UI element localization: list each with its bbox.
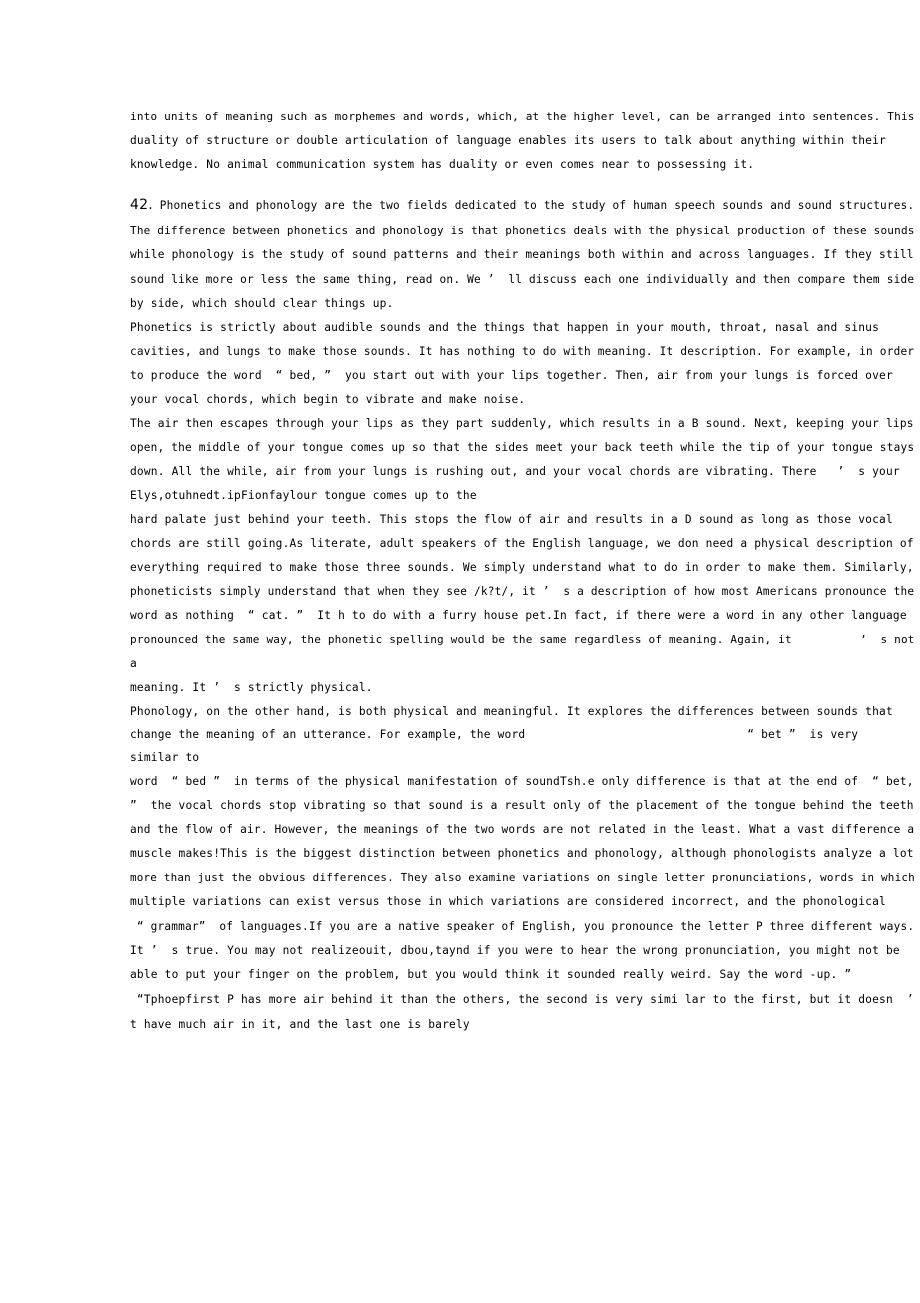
text-line: Phonetics is strictly about audible sounds and the things that happen in your mouth, throat, nasal and sinus — [130, 321, 880, 334]
text-line: similar to — [130, 751, 200, 764]
text-line: knowledge. No animal communication system has duality or even comes near to possessing it. — [130, 158, 755, 171]
text-line: a — [130, 657, 137, 670]
text-line: open, the middle of your tongue comes up so that the sides meet your back teeth while the tip of your tongue stays — [130, 441, 915, 454]
text-line: duality of structure or double articulation of language enables its users to talk about anything within their — [130, 134, 886, 147]
text-line: It ’ s true. You may not realizeouit, dbou,taynd if you were to hear the wrong pronunciation, you might not be — [130, 944, 900, 957]
text-line: pronounced the same way, the phonetic spelling would be the same regardless of meaning. Again, it ’ s not — [130, 633, 915, 646]
text-line: meaning. It ’ s strictly physical. — [130, 681, 373, 694]
text-line: able to put your finger on the problem, but you would think it sounded really weird. Say the word -up. ” — [130, 968, 852, 981]
text-line: phoneticists simply understand that when they see /k?t/, it ’ s a description of how most Americans pronounce the — [130, 585, 915, 598]
text-line: sound like more or less the same thing, read on. We ’ ll discuss each one individually and then compare them side — [130, 273, 915, 286]
text-line: everything required to make those three sounds. We simply understand what to do in order to make them. Similarly, — [130, 561, 914, 574]
text-line: to produce the word “ bed, ” you start out with your lips together. Then, air from your lungs is forced over — [130, 369, 893, 382]
text-line: The air then escapes through your lips as they part suddenly, which results in a B sound. Next, keeping your lips — [130, 417, 914, 430]
text-line: word as nothing “ cat. ” It h to do with a furry house pet.In fact, if there were a word in any other language — [130, 609, 907, 622]
text-line: chords are still going.As literate, adult speakers of the English language, we don need a physical description of — [130, 537, 914, 550]
text-line: your vocal chords, which begin to vibrate and make noise. — [130, 393, 526, 406]
text-line: change the meaning of an utterance. For example, the word “ bet ” is very — [130, 728, 859, 741]
text-line: Phonology, on the other hand, is both physical and meaningful. It explores the differences between sounds that — [130, 705, 893, 718]
text-line: more than just the obvious differences. They also examine variations on single letter pronunciations, words in which — [130, 871, 915, 884]
text-line: The difference between phonetics and phonology is that phonetics deals with the physical production of these sounds — [130, 224, 915, 237]
text-line: down. All the while, air from your lungs is rushing out, and your vocal chords are vibrating. There ’ s your — [130, 465, 900, 478]
text-line: cavities, and lungs to make those sounds. It has nothing to do with meaning. It description. For example, in order — [130, 345, 915, 358]
text-line: muscle makes!This is the biggest distinction between phonetics and phonology, although phonologists analyze a lot — [130, 847, 914, 860]
text-line: “ grammar” of languages.If you are a native speaker of English, you pronounce the letter P three different ways. — [130, 920, 915, 933]
question-42-first-line — [130, 198, 914, 213]
text-line: hard palate just behind your teeth. This stops the flow of air and results in a D sound as long as those vocal — [130, 513, 893, 526]
question-text: Phonetics and phonology are the two fields dedicated to the study of human speech sounds and sound structures. — [152, 199, 915, 212]
question-number: 42. — [130, 197, 153, 213]
text-line: t have much air in it, and the last one is barely — [130, 1018, 470, 1031]
text-line: while phonology is the study of sound patterns and their meanings both within and across languages. If they still — [130, 248, 914, 261]
text-line: into units of meaning such as morphemes and words, which, at the higher level, can be arranged into sentences. This — [130, 110, 915, 123]
text-line: multiple variations can exist versus those in which variations are considered incorrect, and the phonological — [130, 895, 886, 908]
text-line: word “ bed ” in terms of the physical manifestation of soundTsh.e only difference is that at the end of “ bet, — [130, 775, 914, 788]
text-line: ” the vocal chords stop vibrating so that sound is a result only of the placement of the tongue behind the teeth — [130, 799, 914, 812]
text-line: and the flow of air. However, the meanings of the two words are not related in the least. What a vast difference a — [130, 823, 915, 836]
text-line: Elys,otuhnedt.ipFionfaylour tongue comes up to the — [130, 489, 477, 502]
text-line: “Tphoepfirst P has more air behind it than the others, the second is very simi lar to the first, but it doesn ’ — [130, 993, 914, 1006]
text-line: by side, which should clear things up. — [130, 297, 394, 310]
